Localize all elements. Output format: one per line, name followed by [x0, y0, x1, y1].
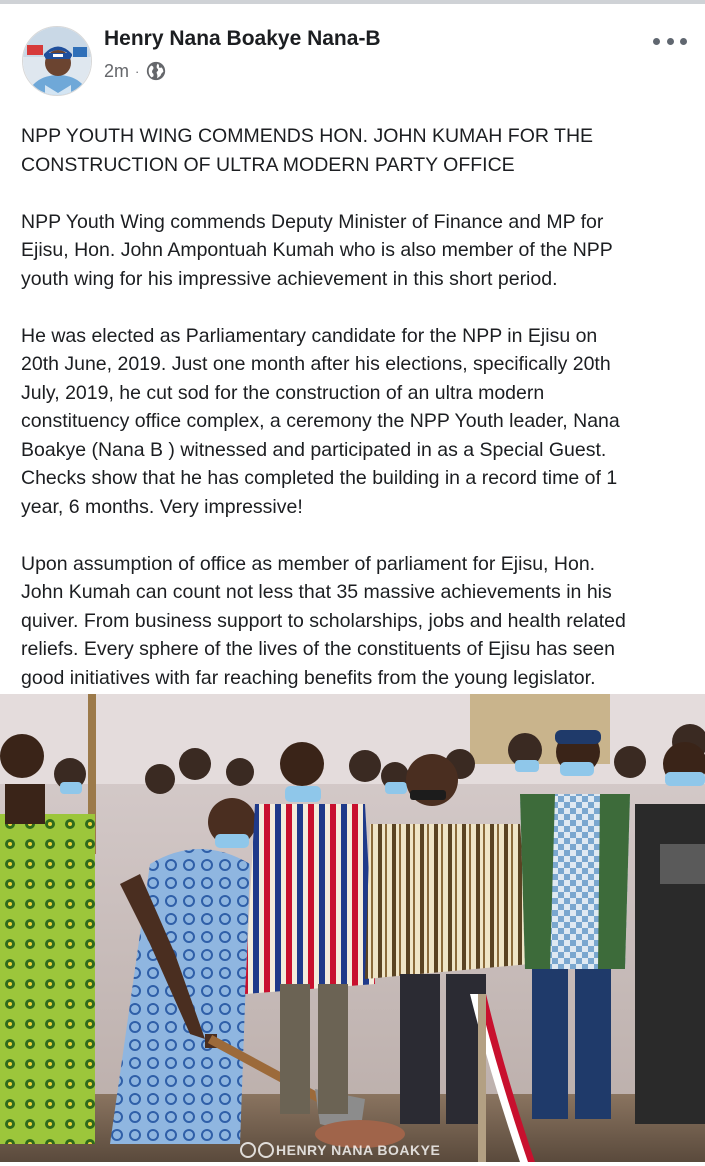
post-text	[21, 122, 693, 721]
watermark-text: HENRY NANA BOAKYE	[276, 1142, 441, 1158]
photo-watermark	[240, 1138, 440, 1162]
post-header	[0, 4, 705, 104]
more-dot	[680, 38, 687, 45]
post-paragraph: Upon assumption of office as member of parliament for Ejisu, Hon. John Kumah can count not less that 35 massive achievements in his quiver. From business support to scholarships, jobs and health related reliefs. Every sphere of the lives of the constituents of Ejisu has seen good initiatives with far reaching benefits from the young legislator.	[21, 552, 626, 689]
more-dot	[653, 38, 660, 45]
watermark-logo-icon	[240, 1142, 256, 1158]
post-meta	[104, 59, 167, 83]
watermark-logo-icon	[258, 1142, 274, 1158]
post-headline: NPP YOUTH WING COMMENDS HON. JOHN KUMAH FOR THE CONSTRUCTION OF ULTRA MODERN PARTY OFFICE	[21, 125, 594, 176]
post-paragraph: He was elected as Parliamentary candidate for the NPP in Ejisu on 20th June, 2019. Just one month after his elections, specifically 20th July, 2019, he cut sod for the construction of an ultra modern constituency office complex, a ceremony the NPP Youth leader, Nana Boakye (Nana B ) witnessed and participated in as a Special Guest. Checks show that he has completed the building in a record time of 1 year, 6 months. Very impressive!	[21, 324, 620, 518]
post-photo[interactable]	[0, 694, 705, 1162]
sod-cutting-photo	[0, 694, 705, 1162]
avatar-image	[23, 27, 92, 96]
globe-icon[interactable]	[145, 60, 167, 82]
post-timestamp[interactable]: 2m	[104, 60, 130, 81]
meta-separator: ·	[135, 63, 140, 79]
more-dot	[667, 38, 674, 45]
author-name[interactable]: Henry Nana Boakye Nana-B	[104, 27, 381, 50]
more-options-button[interactable]	[653, 28, 687, 54]
post-paragraph: NPP Youth Wing commends Deputy Minister of Finance and MP for Ejisu, Hon. John Ampontuah Kumah who is also member of the NPP youth wing for his impressive achievement in this short period.	[21, 210, 613, 290]
author-avatar[interactable]	[22, 26, 92, 96]
